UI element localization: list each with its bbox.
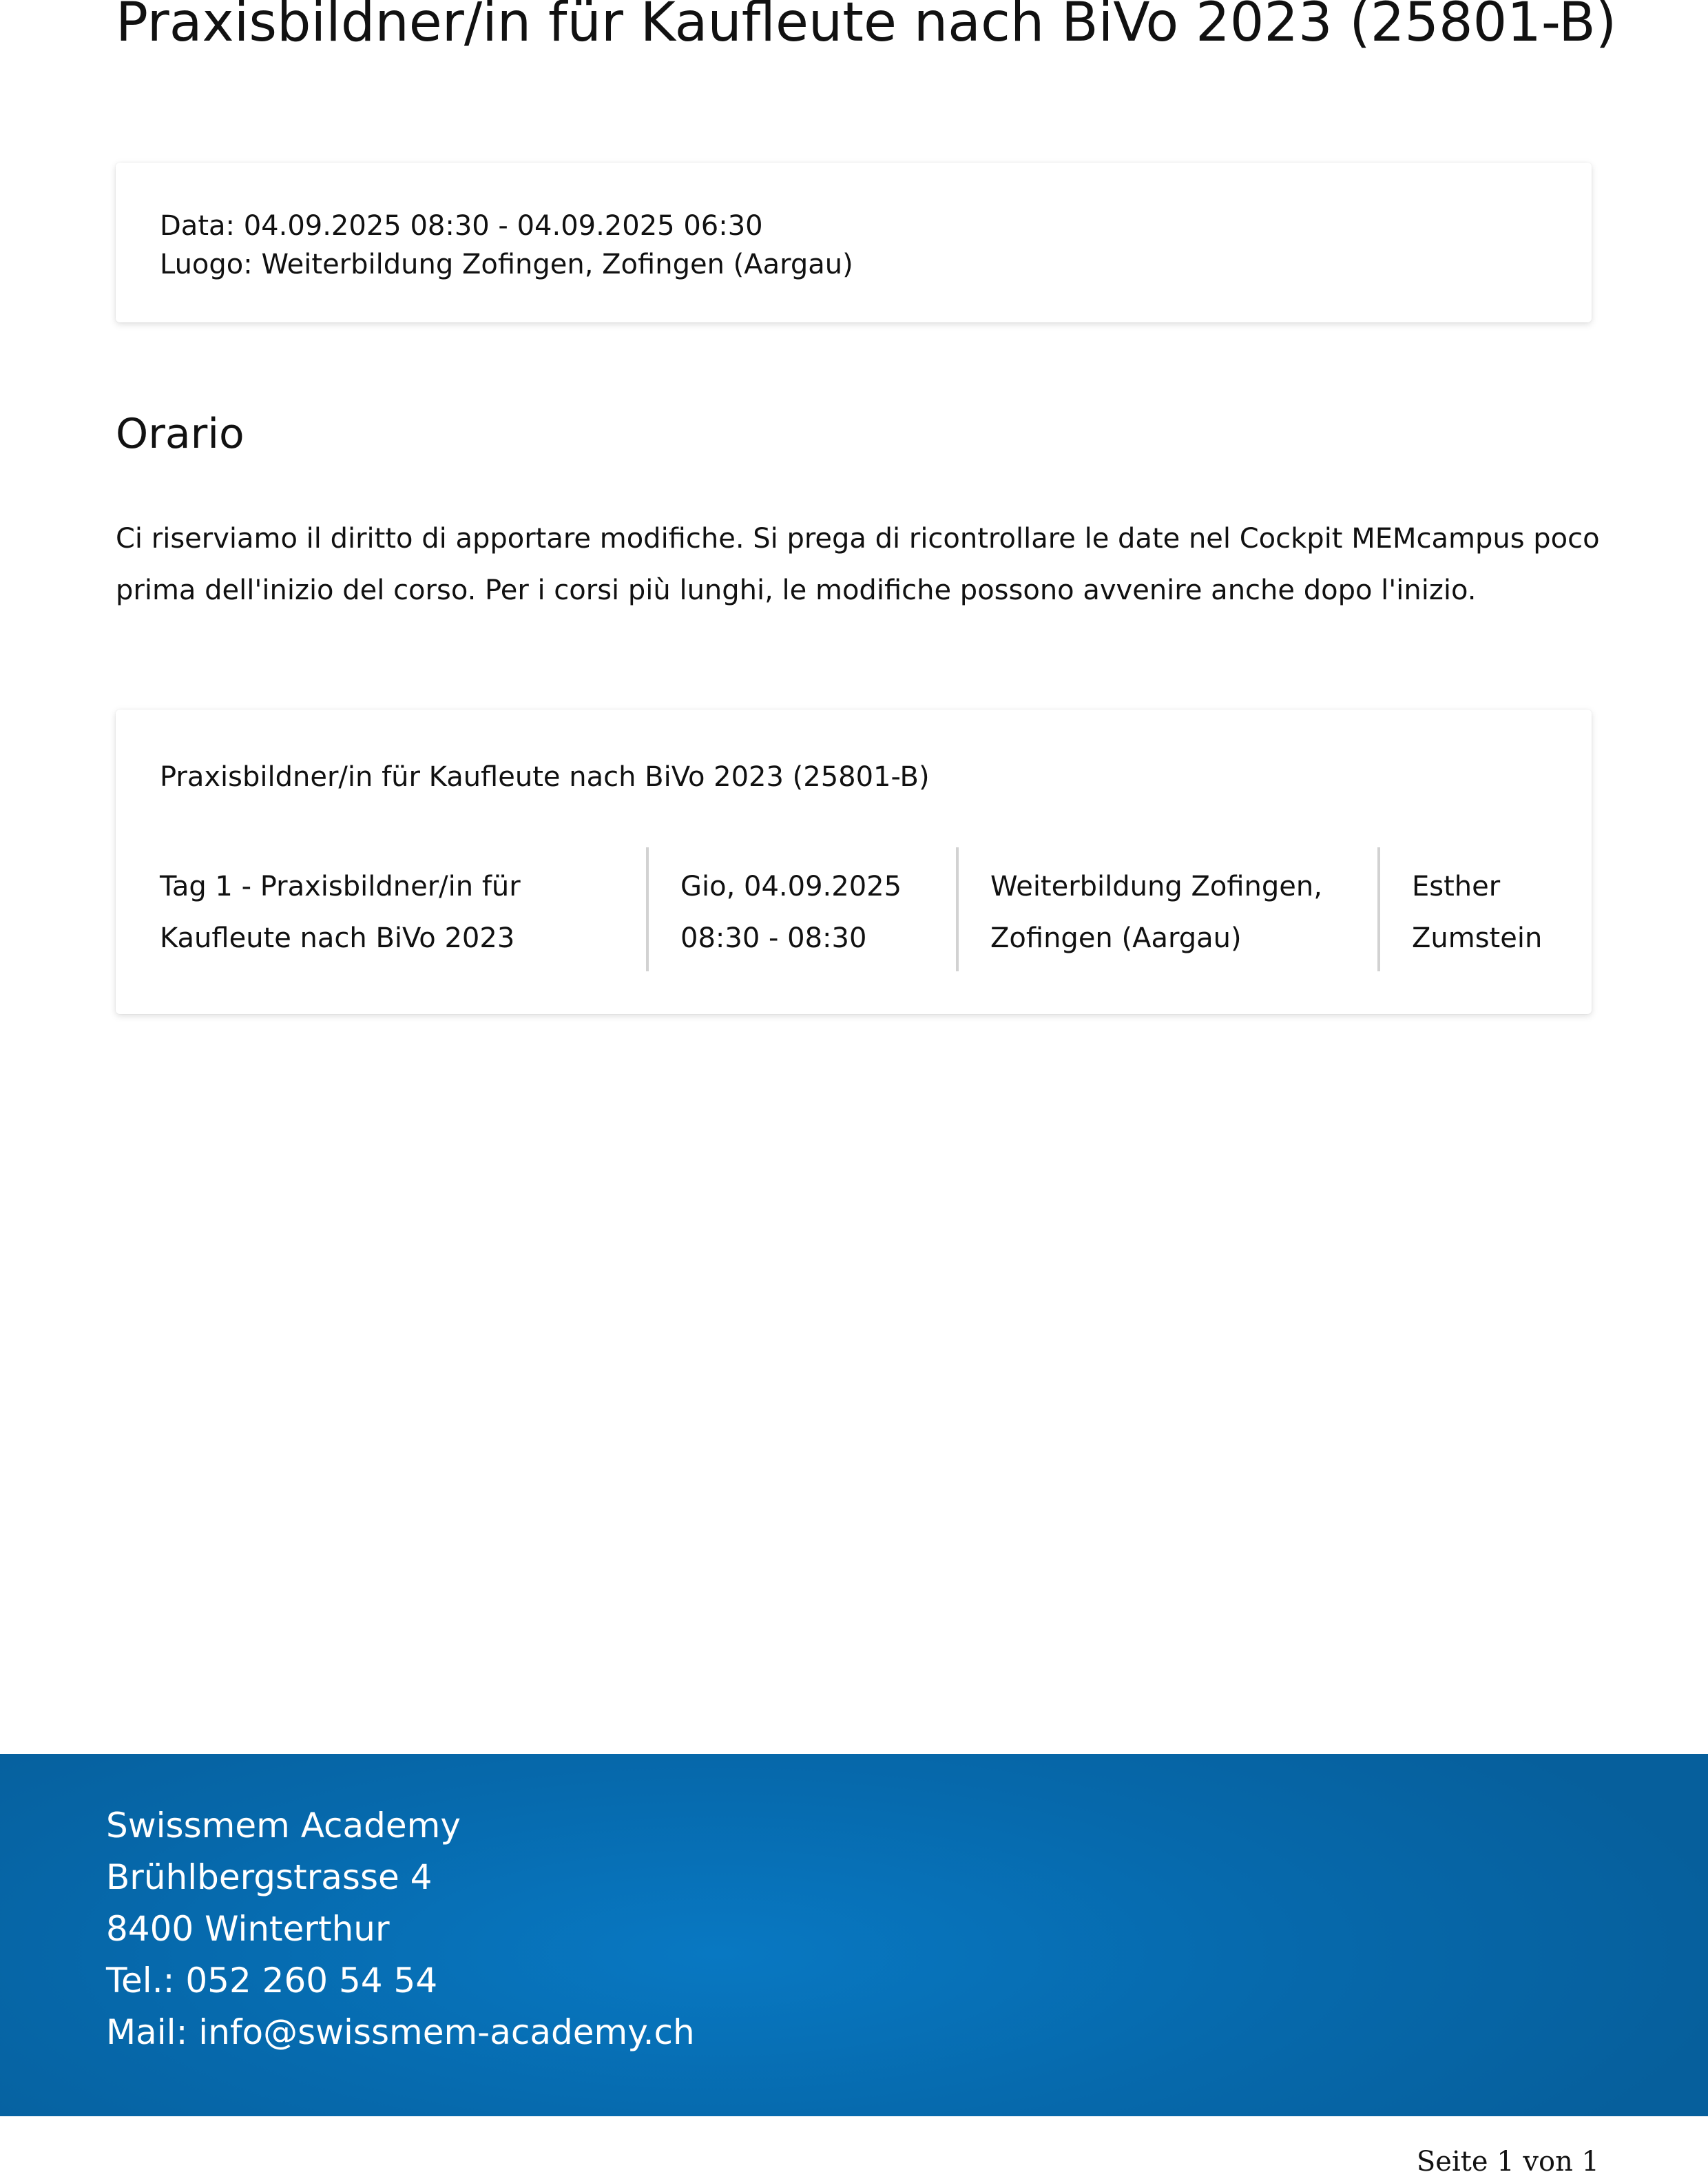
footer-organization: Swissmem Academy	[106, 1806, 461, 1846]
session-instructor-line: Esther	[1412, 871, 1501, 902]
column-divider	[1377, 847, 1380, 971]
schedule-course-title: Praxisbildner/in für Kaufleute nach BiVo 2023 (25801-B)	[160, 761, 930, 793]
session-time: 08:30 - 08:30	[680, 922, 867, 954]
session-instructor-line: Zumstein	[1412, 922, 1543, 954]
session-location-line: Weiterbildung Zofingen,	[990, 871, 1322, 902]
page-title: Praxisbildner/in für Kaufleute nach BiVo 2023 (25801-B)	[116, 0, 1617, 54]
event-info-lines	[160, 207, 853, 284]
session-name-line: Kaufleute nach BiVo 2023	[160, 922, 515, 954]
footer-email: Mail: info@swissmem-academy.ch	[106, 2012, 695, 2052]
footer-contact	[106, 1800, 695, 2058]
session-location-line: Zofingen (Aargau)	[990, 922, 1242, 954]
session-name-line: Tag 1 - Praxisbildner/in für	[160, 871, 521, 902]
event-info-card	[116, 163, 1592, 322]
session-datetime	[680, 861, 902, 964]
session-date: Gio, 04.09.2025	[680, 871, 902, 902]
footer-phone: Tel.: 052 260 54 54	[106, 1961, 438, 2001]
schedule-heading: Orario	[116, 410, 244, 458]
column-divider	[646, 847, 649, 971]
footer	[0, 1754, 1708, 2116]
event-location: Luogo: Weiterbildung Zofingen, Zofingen (Aargau)	[160, 249, 853, 280]
schedule-card	[116, 710, 1592, 1014]
session-location	[990, 861, 1322, 964]
page-number: Seite 1 von 1	[1416, 2146, 1599, 2178]
schedule-notice: Ci riserviamo il diritto di apportare modifiche. Si prega di ricontrollare le date nel Cockpit MEMcampus poco prima dell'inizio del corso. Per i corsi più lunghi, le modifiche possono avvenire anche dopo l'inizio.	[116, 523, 1600, 606]
footer-street: Brühlbergstrasse 4	[106, 1857, 433, 1897]
event-date: Data: 04.09.2025 08:30 - 04.09.2025 06:30	[160, 210, 763, 242]
column-divider	[956, 847, 959, 971]
session-name	[160, 861, 521, 964]
session-instructor	[1412, 861, 1542, 964]
footer-city: 8400 Winterthur	[106, 1909, 390, 1949]
